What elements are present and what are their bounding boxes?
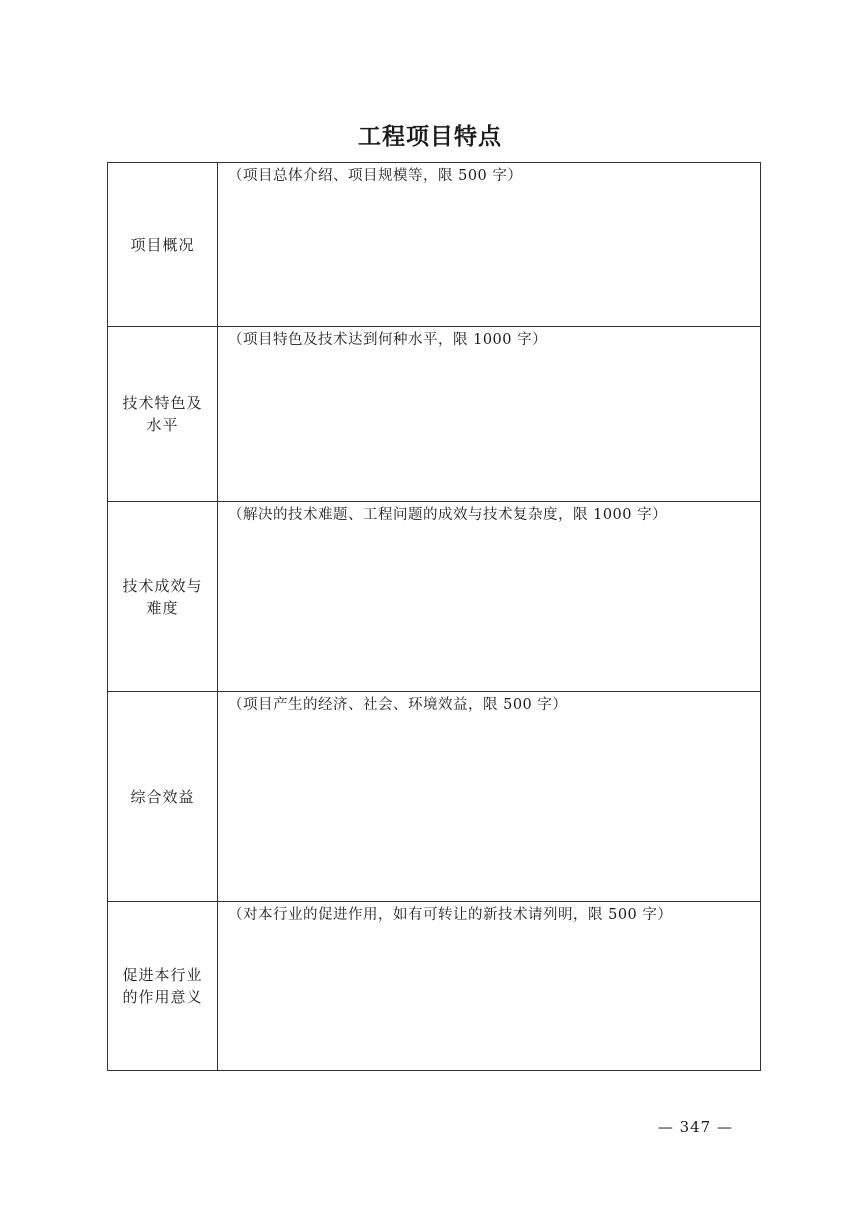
content-cell-tech-results[interactable]: [218, 502, 761, 692]
table-row: [108, 327, 761, 502]
project-features-table: [107, 162, 761, 1071]
row-label-text: 促进本行业的作用意义: [122, 966, 203, 1006]
row-label-tech-features: [108, 327, 218, 502]
table-row: [108, 502, 761, 692]
hint-text: （项目总体介绍、项目规模等，限 500 字）: [228, 168, 523, 184]
page-number: — 347 —: [657, 1118, 733, 1136]
content-cell-tech-features[interactable]: [218, 327, 761, 502]
row-label-benefits: [108, 692, 218, 902]
hint-text: （项目产生的经济、社会、环境效益，限 500 字）: [228, 697, 568, 713]
row-label-text: 综合效益: [130, 787, 195, 806]
row-label-text: 项目概况: [130, 235, 195, 254]
table-row: [108, 902, 761, 1071]
hint-text: （解决的技术难题、工程问题的成效与技术复杂度，限 1000 字）: [228, 507, 668, 523]
content-cell-industry-impact[interactable]: [218, 902, 761, 1071]
page-title: 工程项目特点: [358, 124, 502, 150]
hint-text: （项目特色及技术达到何种水平，限 1000 字）: [228, 332, 548, 348]
table-row: [108, 163, 761, 327]
row-label-overview: [108, 163, 218, 327]
content-cell-overview[interactable]: [218, 163, 761, 327]
row-label-text: 技术成效与难度: [122, 576, 203, 617]
row-label-tech-results: [108, 502, 218, 692]
content-cell-benefits[interactable]: [218, 692, 761, 902]
table-row: [108, 692, 761, 902]
row-label-industry-impact: [108, 902, 218, 1071]
hint-text: （对本行业的促进作用，如有可转让的新技术请列明，限 500 字）: [228, 907, 673, 923]
row-label-text: 技术特色及水平: [122, 394, 203, 434]
